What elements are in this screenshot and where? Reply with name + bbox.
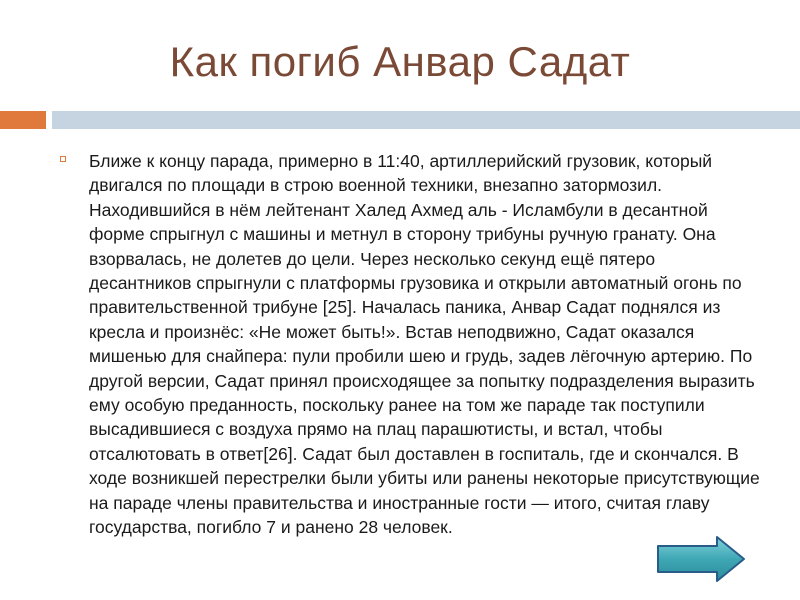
slide-body-text: Ближе к концу парада, примерно в 11:40, артиллерийский грузовик, который двигался по площади в строю военной техники, внезапно затормозил. Находившийся в нём лейтенант Халед Ахмед аль - Исламбули в десантной форме спрыгнул с машины и метнул в сторону трибуны ручную гранату. Она взорвалась, не долетев до цели. Через несколько секунд ещё пятеро десантников спрыгнули с платформы грузовика и открыли автоматный огонь по правительственной трибуне [25]. Началась паника, Анвар Садат поднялся из кресла и произнёс: «Не может быть!». Встав неподвижно, Садат оказался мишенью для снайпера: пули пробили шею и грудь, задев лёгочную артерию. По другой версии, Садат принял происходящее за попытку подразделения выразить ему особую преданность, поскольку ранее на том же параде так поступили высадившиеся с воздуха прямо на плац парашютисты, и встал, чтобы отсалютовать в ответ[26]. Садат был доставлен в госпиталь, где и скончался. В ходе возникшей перестрелки были убиты или ранены некоторые присутствующие на параде члены правительства и иностранные гости — итого, считая главу государства, погибло 7 и ранено 28 человек. xyxy=(89,151,760,538)
title-rule-bar xyxy=(52,111,800,129)
square-bullet-icon xyxy=(60,156,66,162)
slide-title: Как погиб Анвар Садат xyxy=(169,38,631,85)
title-rule-accent xyxy=(0,111,46,129)
arrow-right-icon[interactable] xyxy=(658,537,744,581)
next-slide-button[interactable] xyxy=(655,534,747,584)
